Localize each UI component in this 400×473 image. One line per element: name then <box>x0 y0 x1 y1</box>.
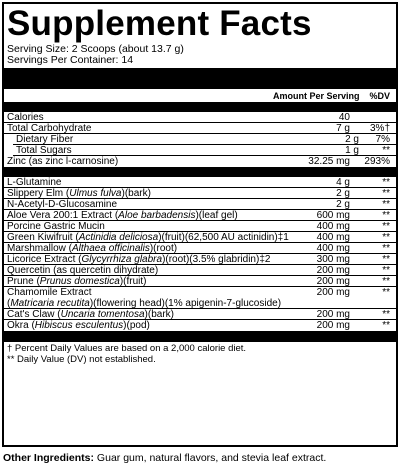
ingredient-name-text <box>7 188 151 199</box>
nutrient-name: Zinc (as zinc l-carnosine) <box>7 156 119 167</box>
ingredient-amount: 200 mg <box>316 309 350 320</box>
ingredient-name-text <box>7 177 61 188</box>
ingredient-name-text <box>7 232 289 243</box>
nutrient-row-carbohydrate <box>4 123 396 134</box>
ingredient-name <box>7 221 105 232</box>
botanical-name: Althaea officinalis <box>72 243 150 254</box>
ingredient-row <box>4 210 396 221</box>
ingredient-name <box>7 243 177 254</box>
ingredient-name <box>7 210 238 221</box>
ingredient-amount: 300 mg <box>316 254 350 265</box>
ingredient-dv: ** <box>382 188 390 199</box>
ingredient-name-part: )(root) <box>149 243 178 254</box>
ingredient-name-part: Aloe Vera 200:1 Extract ( <box>7 210 119 221</box>
ingredient-row <box>4 254 396 265</box>
ingredient-row <box>4 276 396 287</box>
ingredient-name <box>7 287 281 309</box>
nutrient-name: Total Carbohydrate <box>7 123 92 134</box>
ingredient-name-part: )(pod) <box>123 320 150 331</box>
ingredient-name-part: )(root)(3.5% glabridin)‡2 <box>162 254 271 265</box>
nutrient-dv: 293% <box>364 156 390 167</box>
ingredient-row <box>4 265 396 276</box>
ingredient-name-part: )(fruit)(62,500 AU actinidin)‡1 <box>158 232 289 243</box>
nutrient-name: Calories <box>7 112 44 123</box>
footnote-dv: ** Daily Value (DV) not established. <box>7 353 156 365</box>
ingredient-name <box>7 254 270 265</box>
ingredient-dv: ** <box>382 221 390 232</box>
ingredient-name-part: Cat's Claw ( <box>7 309 61 320</box>
ingredient-name-text <box>7 199 117 210</box>
ingredient-amount: 400 mg <box>316 243 350 254</box>
ingredient-name-text <box>7 298 281 309</box>
ingredient-name-text <box>7 309 174 320</box>
botanical-name: Prunus domestica <box>39 276 120 287</box>
nutrient-row-zinc <box>4 156 396 167</box>
ingredient-row <box>4 287 396 309</box>
botanical-name: Aloe barbadensis <box>118 210 196 221</box>
amount-per-serving-header: Amount Per Serving <box>272 90 360 101</box>
other-ingredients <box>3 452 326 464</box>
ingredient-name-part: Prune ( <box>7 276 40 287</box>
ingredient-dv: ** <box>382 254 390 265</box>
nutrient-name: Total Sugars <box>16 145 72 156</box>
other-ingredients-text: Guar gum, natural flavors, and stevia leaf extract. <box>94 452 327 464</box>
nutrient-amount: 2 g <box>345 134 359 145</box>
nutrient-row-calories <box>4 112 396 123</box>
header-divider <box>4 102 396 112</box>
nutrient-dv: ** <box>382 145 390 156</box>
servings-per-container: Servings Per Container: 14 <box>7 53 134 66</box>
ingredient-amount: 200 mg <box>316 265 350 276</box>
section-divider <box>4 167 396 177</box>
ingredient-amount: 600 mg <box>316 210 350 221</box>
ingredient-amount: 400 mg <box>316 232 350 243</box>
ingredient-name-part: Slippery Elm ( <box>7 188 70 199</box>
ingredient-name-part: Quercetin (as quercetin dihydrate) <box>7 265 159 276</box>
ingredient-name-part: )(flowering head)(1% apigenin-7-glucoside) <box>89 298 282 309</box>
ingredient-name-text <box>7 265 158 276</box>
ingredient-name-part: )(leaf gel) <box>195 210 238 221</box>
ingredient-amount: 400 mg <box>316 221 350 232</box>
ingredient-dv: ** <box>382 265 390 276</box>
ingredient-amount: 200 mg <box>316 287 350 298</box>
column-header <box>4 89 396 102</box>
ingredient-row <box>4 320 396 331</box>
ingredient-row <box>4 309 396 320</box>
ingredient-name <box>7 188 151 199</box>
ingredient-name-part: )(bark) <box>144 309 174 320</box>
ingredient-dv: ** <box>382 276 390 287</box>
ingredient-name-text <box>7 210 238 221</box>
ingredient-name-line1: Chamomile Extract <box>7 287 92 298</box>
ingredient-row <box>4 243 396 254</box>
nutrient-amount: 1 g <box>345 145 359 156</box>
nutrient-row-fiber <box>13 134 396 145</box>
bottom-divider <box>4 331 396 342</box>
ingredient-name-text <box>7 276 147 287</box>
ingredients-section <box>4 177 396 331</box>
botanical-name: Uncaria tomentosa <box>60 309 145 320</box>
ingredient-amount: 4 g <box>336 177 350 188</box>
botanical-name: Ulmus fulva <box>69 188 122 199</box>
nutrients-section <box>4 112 396 167</box>
ingredient-dv: ** <box>382 210 390 221</box>
ingredient-name <box>7 232 289 243</box>
ingredient-name <box>7 199 117 210</box>
ingredient-dv: ** <box>382 232 390 243</box>
other-ingredients-label: Other Ingredients: <box>3 452 95 464</box>
ingredient-name <box>7 320 150 331</box>
nutrient-dv: 7% <box>375 134 390 145</box>
ingredient-name <box>7 309 174 320</box>
ingredient-name-part: L-Glutamine <box>7 177 62 188</box>
ingredient-name-part: Okra ( <box>7 320 35 331</box>
ingredient-dv: ** <box>382 199 390 210</box>
ingredient-amount: 200 mg <box>316 276 350 287</box>
dv-header: %DV <box>369 90 390 101</box>
serving-size: Serving Size: 2 Scoops (about 13.7 g) <box>7 43 184 55</box>
ingredient-name-part: )(fruit) <box>119 276 147 287</box>
ingredient-dv: ** <box>382 177 390 188</box>
ingredient-name-part: Marshmallow ( <box>7 243 73 254</box>
ingredient-name-part: Porcine Gastric Mucin <box>7 221 105 232</box>
ingredient-dv: ** <box>382 320 390 331</box>
nutrient-row-sugars <box>13 145 396 156</box>
ingredient-name-text <box>7 243 177 254</box>
botanical-name: Hibiscus esculentus <box>34 320 124 331</box>
botanical-name: Actinidia deliciosa <box>78 232 159 243</box>
ingredient-name <box>7 265 158 276</box>
ingredient-name-part: Licorice Extract ( <box>7 254 82 265</box>
ingredient-name <box>7 276 147 287</box>
ingredient-row <box>4 199 396 210</box>
ingredient-dv: ** <box>382 309 390 320</box>
ingredient-row <box>4 177 396 188</box>
nutrient-name: Dietary Fiber <box>16 134 74 145</box>
ingredient-name-part: ( <box>7 298 11 309</box>
supplement-facts-panel <box>2 2 398 447</box>
ingredient-name-text <box>7 254 270 265</box>
nutrient-dv: 3%† <box>369 123 390 134</box>
botanical-name: Matricaria recutita <box>10 298 90 309</box>
ingredient-name-part: Green Kiwifruit ( <box>7 232 79 243</box>
nutrient-amount: 7 g <box>336 123 350 134</box>
nutrient-amount: 40 <box>338 112 350 123</box>
ingredient-amount: 2 g <box>336 199 350 210</box>
ingredient-name <box>7 177 61 188</box>
botanical-name: Glycyrrhiza glabra <box>81 254 163 265</box>
nutrient-amount: 32.25 mg <box>308 156 350 167</box>
ingredient-amount: 200 mg <box>316 320 350 331</box>
ingredient-name-part: )(bark) <box>121 188 151 199</box>
ingredient-row <box>4 221 396 232</box>
ingredient-amount: 2 g <box>336 188 350 199</box>
ingredient-name-text <box>7 320 150 331</box>
ingredient-name-text <box>7 221 105 232</box>
ingredient-dv: ** <box>382 243 390 254</box>
ingredient-dv: ** <box>382 287 390 298</box>
panel-title: Supplement Facts <box>7 4 312 43</box>
ingredient-name-part: N-Acetyl-D-Glucosamine <box>7 199 118 210</box>
ingredient-row <box>4 232 396 243</box>
thick-divider <box>4 68 396 89</box>
ingredient-row <box>4 188 396 199</box>
footnote-percent: † Percent Daily Values are based on a 2,000 calorie diet. <box>7 343 247 354</box>
